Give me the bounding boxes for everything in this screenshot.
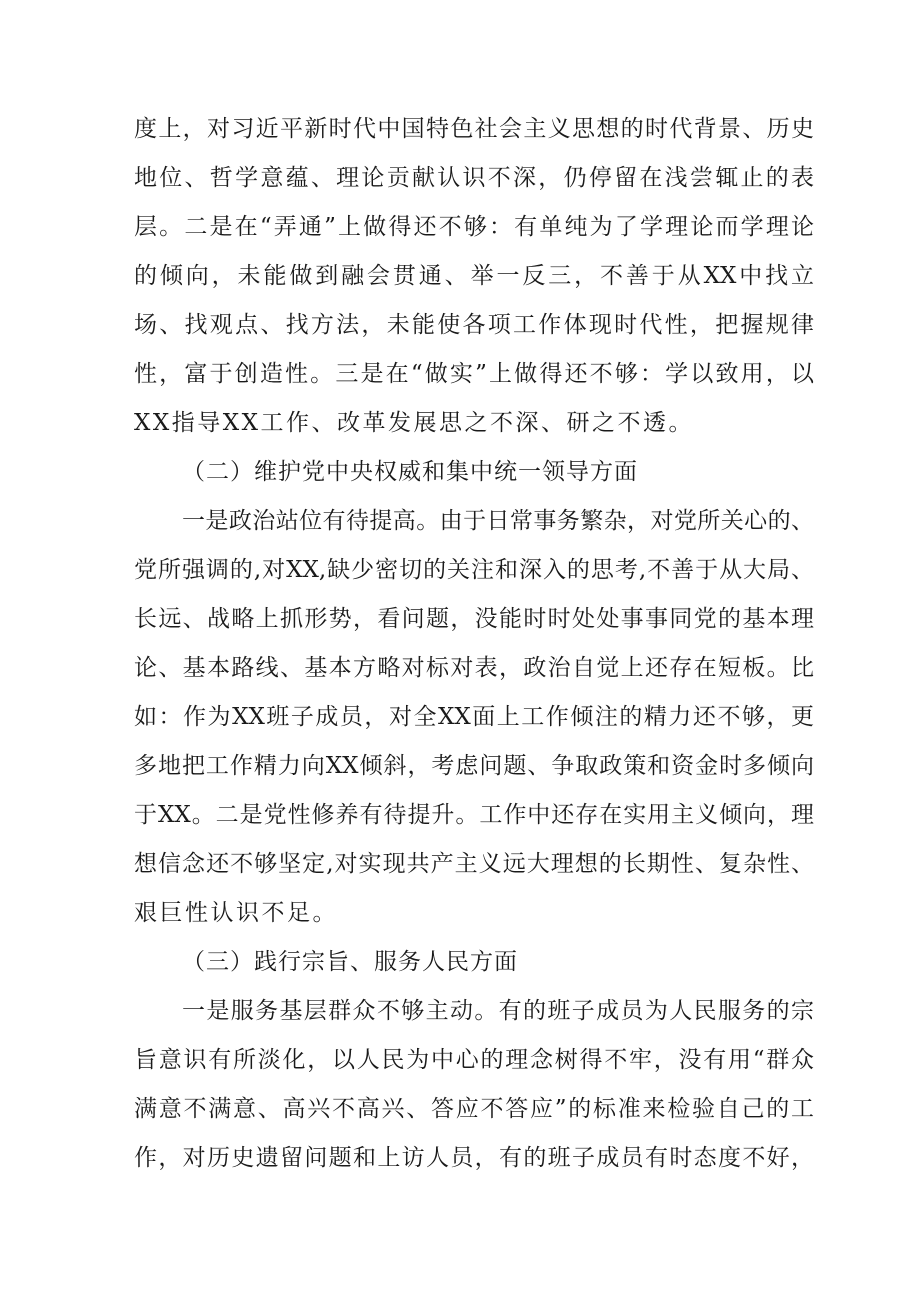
paragraph-line: 层。二是在“弄通”上做得还不够：有单纯为了学理论而学理论: [134, 214, 814, 240]
paragraph-first-line: 一是服务基层群众不够主动。有的班子成员为人民服务的宗: [182, 998, 814, 1024]
paragraph-line: 如：作为XX班子成员，对全XX面上工作倾注的精力还不够，更: [134, 704, 814, 730]
paragraph-line: 度上，对习近平新时代中国特色社会主义思想的时代背景、历史: [134, 116, 814, 142]
paragraph-line: 地位、哲学意蕴、理论贡献认识不深，仍停留在浅尝辄止的表: [134, 165, 814, 191]
paragraph-line: 论、基本路线、基本方略对标对表，政治自觉上还存在短板。比: [134, 655, 814, 681]
paragraph-line: 长远、战略上抓形势，看问题，没能时时处处事事同党的基本理: [134, 606, 814, 632]
paragraph-line: 想信念还不够坚定,对实现共产主义远大理想的长期性、复杂性、: [134, 851, 814, 877]
paragraph-line-last: XX指导XX工作、改革发展思之不深、研之不透。: [134, 410, 694, 436]
paragraph-line: 性，富于创造性。三是在“做实”上做得还不够：学以致用，以: [134, 361, 814, 387]
paragraph-line: 满意不满意、高兴不高兴、答应不答应”的标准来检验自己的工: [134, 1096, 814, 1122]
paragraph-line: 于XX。二是党性修养有待提升。工作中还存在实用主义倾向，理: [134, 802, 814, 828]
paragraph-line: 的倾向，未能做到融会贯通、举一反三，不善于从XX中找立: [134, 263, 814, 289]
paragraph-line: 旨意识有所淡化，以人民为中心的理念树得不牢，没有用“群众: [134, 1047, 814, 1073]
paragraph-line: 多地把工作精力向XX倾斜，考虑问题、争取政策和资金时多倾向: [134, 753, 814, 779]
paragraph-first-line: 一是政治站位有待提高。由于日常事务繁杂，对党所关心的、: [182, 508, 814, 534]
paragraph-line: 作，对历史遗留问题和上访人员，有的班子成员有时态度不好，: [134, 1145, 814, 1171]
paragraph-line-last: 艰巨性认识不足。: [134, 900, 338, 926]
section-heading-2: （二）维护党中央权威和集中统一领导方面: [182, 459, 638, 485]
section-heading-3: （三）践行宗旨、服务人民方面: [182, 949, 518, 975]
paragraph-line: 党所强调的,对XX,缺少密切的关注和深入的思考,不善于从大局、: [134, 557, 814, 583]
paragraph-line: 场、找观点、找方法，未能使各项工作体现时代性，把握规律: [134, 312, 814, 338]
